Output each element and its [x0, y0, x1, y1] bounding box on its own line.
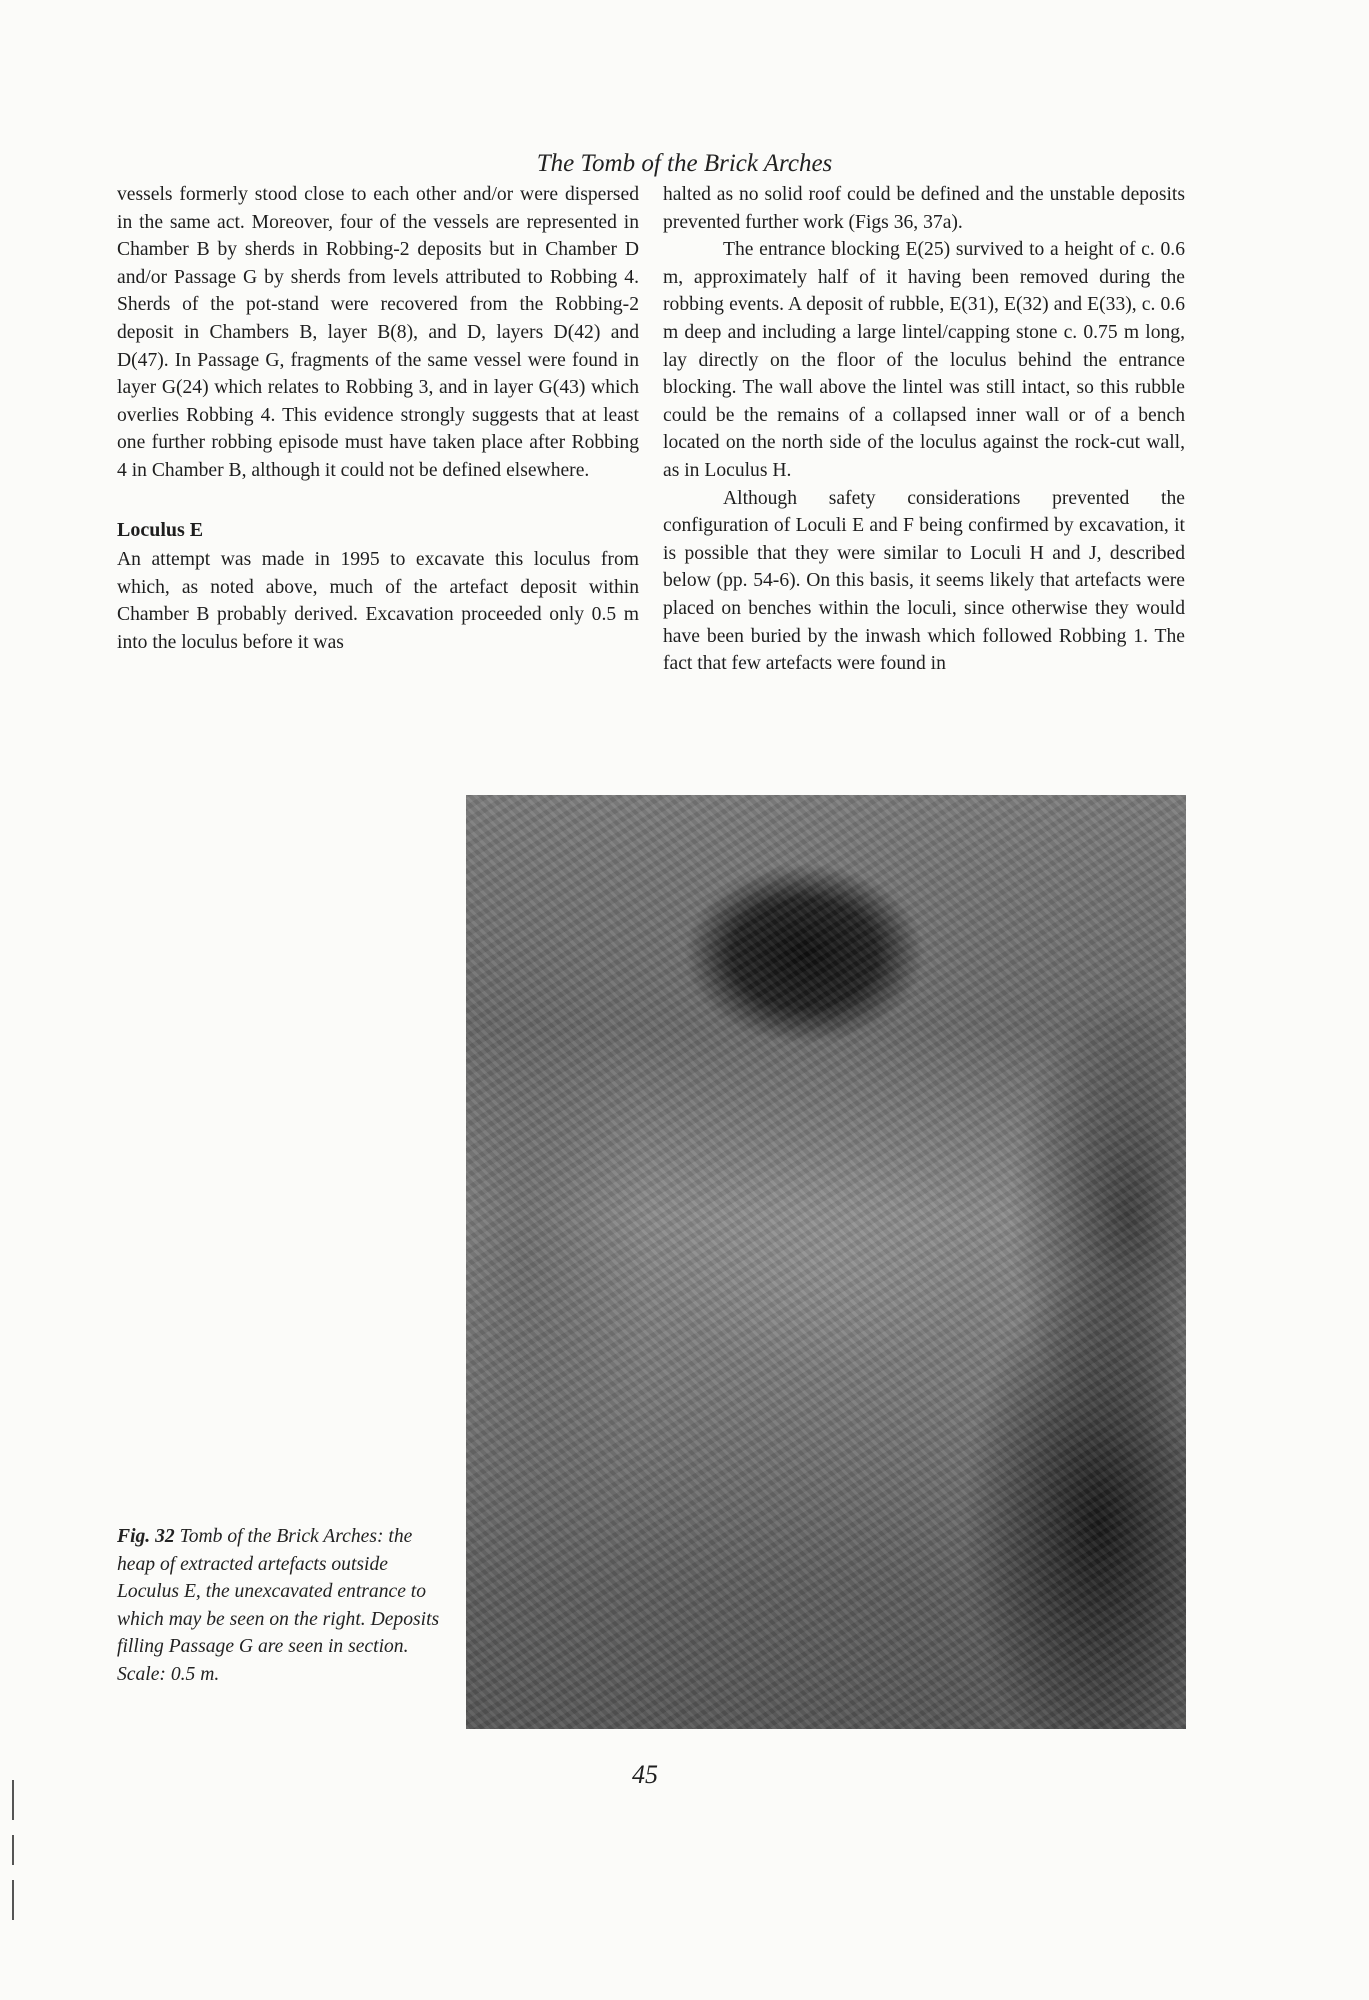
right-paragraph-2: The entrance blocking E(25) survived to a height of c. 0.6 m, approximately half of it having been removed during the robbing events. A deposit of rubble, E(31), E(32) and E(33), c. 0.6 m deep and including a large lintel/capping stone c. 0.75 m long, lay directly on the floor of the loculus behind the entrance blocking. The wall above the lintel was still intact, so this rubble could be the remains of a collapsed inner wall or of a bench located on the north side of the loculus against the rock-cut wall, as in Loculus H. [663, 239, 1185, 481]
left-paragraph-1: vessels formerly stood close to each other and/or were dispersed in the same act. Moreover, four of the vessels are represented in Chamber B by sherds in Robbing-2 deposits but in Chamber D and/or Passage G by sherds from levels attributed to Robbing 4. Sherds of the pot-stand were recovered from the Robbing-2 deposit in Chambers B, layer B(8), and D, layers D(42) and D(47). In Passage G, fragments of the same vessel were found in layer G(24) which relates to Robbing 3, and in layer G(43) which overlies Robbing 4. This evidence strongly suggests that at least one further robbing episode must have taken place after Robbing 4 in Chamber B, although it could not be defined elsewhere. [117, 184, 639, 481]
figure-label: Fig. 32 [117, 1526, 175, 1547]
right-column [663, 181, 1185, 678]
section-heading-loculus-e: Loculus E [117, 518, 204, 541]
right-paragraph-3: Although safety considerations prevented the configuration of Loculi E and F being confirmed by excavation, it is possible that they were similar to Loculi H and J, described below (pp. 54-6). On this basis, it seems likely that artefacts were placed on benches within the loculi, since otherwise they would have been buried by the inwash which followed Robbing 1. The fact that few artefacts were found in [663, 487, 1185, 675]
figure-caption-text: Tomb of the Brick Arches: the heap of extracted artefacts outside Loculus E, the unexcavated entrance to which may be seen on the right. Deposits filling Passage G are seen in section. Scale: 0.5 m. [117, 1526, 440, 1685]
margin-mark [12, 1835, 14, 1865]
right-paragraph-1: halted as no solid roof could be defined and the unstable deposits prevented further work (Figs 36, 37a). [663, 184, 1185, 233]
left-paragraph-2: An attempt was made in 1995 to excavate this loculus from which, as noted above, much of the artefact deposit within Chamber B probably derived. Excavation proceeded only 0.5 m into the loculus before it was [117, 549, 639, 653]
page-number: 45 [632, 1760, 658, 1789]
figure-caption [117, 1523, 447, 1689]
margin-mark [12, 1880, 14, 1920]
running-head: The Tomb of the Brick Arches [536, 150, 833, 177]
left-column [117, 181, 639, 657]
margin-mark [12, 1780, 14, 1820]
excavation-photo [466, 795, 1186, 1729]
